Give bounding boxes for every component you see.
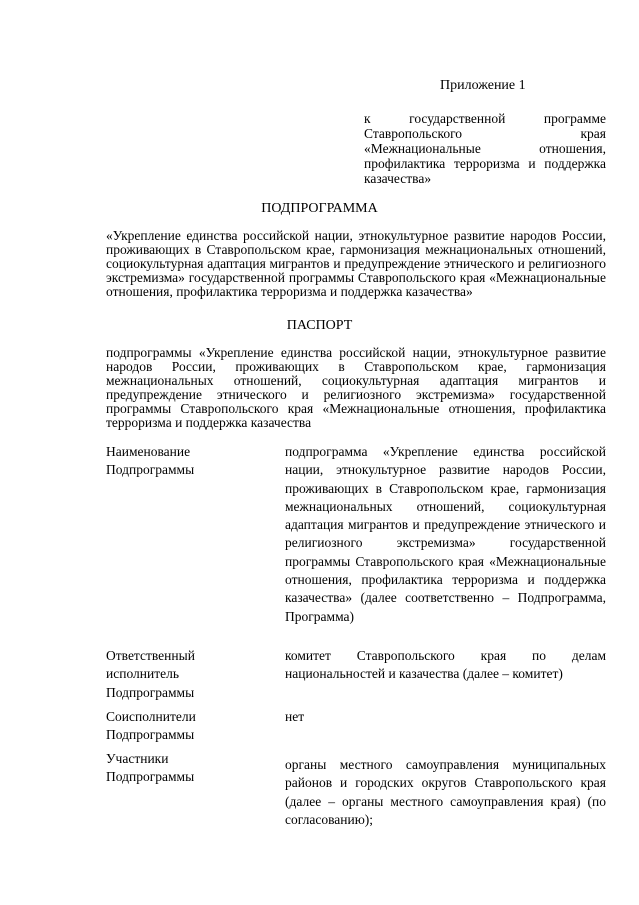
subprogram-heading: ПОДПРОГРАММА <box>261 201 378 216</box>
passport-heading: ПАСПОРТ <box>286 318 353 333</box>
passport-row-value: комитет Ставропольского края по делам национальностей и казачества (далее – комитет) <box>285 648 606 682</box>
passport-row-value: органы местного самоуправления муниципальных районов и городских округов Ставропольского края (далее – органы местного самоуправления края) (по согласованию); <box>285 757 606 827</box>
passport-row-label: Участники Подпрограммы <box>106 751 195 785</box>
appendix-subtitle: к государственной программе Ставропольского края «Межнациональные отношения, профилактика терроризма и поддержка казачества» <box>364 111 606 186</box>
passport-row-value: подпрограмма «Укрепление единства российской нации, этнокультурное развитие народов России, проживающих в Ставропольском крае, гармонизация межнациональных отношений, социокультурная адаптация мигрантов и предупреждение этнического и религиозного экстремизма» государственной программы Ставропольского края «Межнациональные отношения, профилактика терроризма и поддержка казачества» (далее соответственно – Подпрограмма, Программа) <box>285 444 606 624</box>
passport-row-label: Ответственный исполнитель Подпрограммы <box>106 648 195 700</box>
appendix-title: Приложение 1 <box>440 78 526 93</box>
passport-row-label: Наименование Подпрограммы <box>106 444 195 478</box>
subprogram-text: «Укрепление единства российской нации, этнокультурное развитие народов России, проживающих в Ставропольском крае, гармонизация межнациональных отношений, социокультурная адаптация мигрантов и предупреждение этнического и религиозного экстремизма» государственной программы Ставропольского края «Межнациональные отношения, профилактика терроризма и поддержка казачества» <box>106 228 606 299</box>
passport-row-value: нет <box>285 709 305 724</box>
passport-row-label: Соисполнители Подпрограммы <box>106 709 196 743</box>
passport-text: подпрограммы «Укрепление единства российской нации, этнокультурное развитие народов России, проживающих в Ставропольском крае, гармонизация межнациональных отношений, социокультурная адаптация мигрантов и предупреждение этнического и религиозного экстремизма» государственной программы Ставропольского края «Межнациональные отношения, профилактика терроризма и поддержка казачества <box>106 345 606 430</box>
